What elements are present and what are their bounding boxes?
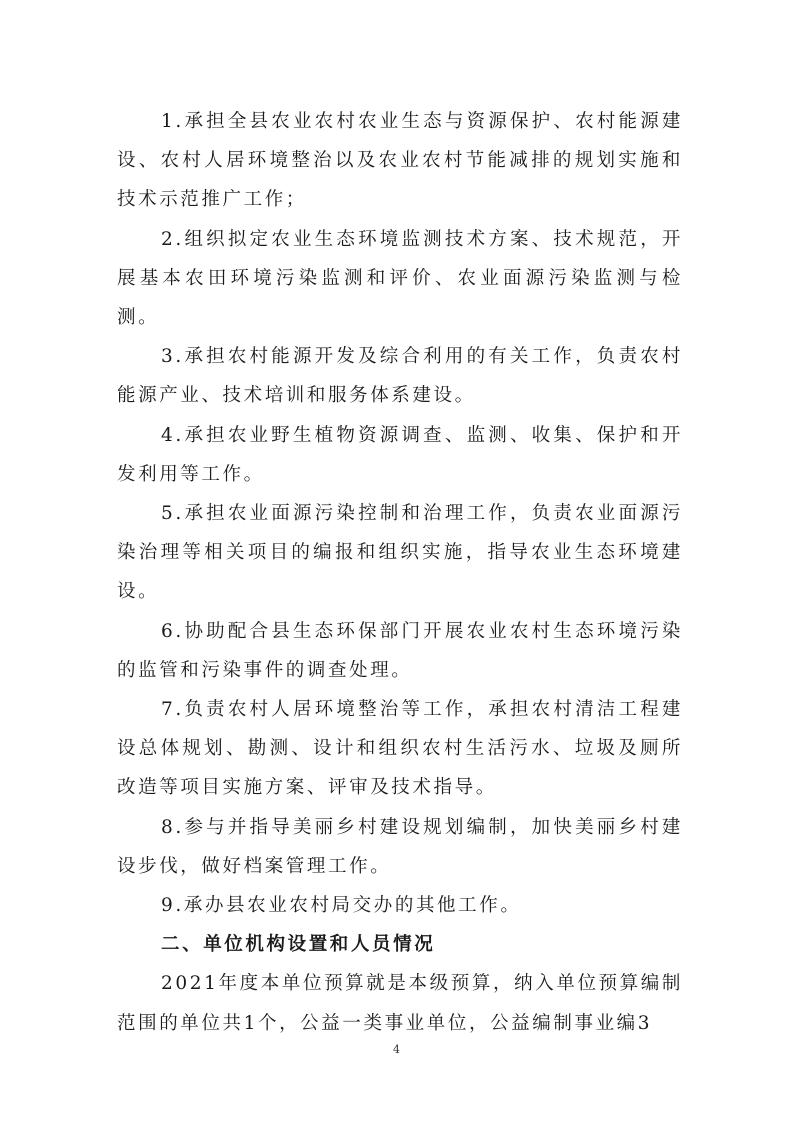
duty-item-7: 7.负责农村人居环境整治等工作，承担农村清洁工程建设总体规划、勘测、设计和组织农村生活污水、垃圾及厕所改造等项目实施方案、评审及技术指导。 xyxy=(117,699,683,799)
duty-item-9: 9.承办县农业农村局交办的其他工作。 xyxy=(161,895,522,917)
duty-item-1: 1.承担全县农业农村农业生态与资源保护、农村能源建设、农村人居环境整治以及农业农村节能减排的规划实施和技术示范推广工作； xyxy=(117,111,683,211)
duty-item-6: 6.协助配合县生态环保部门开展农业农村生态环境污染的监管和污染事件的调查处理。 xyxy=(117,620,683,681)
section-heading: 二、单位机构设置和人员情况 xyxy=(161,934,436,956)
document-body xyxy=(117,102,683,1043)
page-number: 4 xyxy=(393,1043,400,1056)
section-paragraph: 2021年度本单位预算就是本级预算，纳入单位预算编制范围的单位共1个，公益一类事业单位，公益编制事业编3 xyxy=(117,973,683,1034)
duty-item-5: 5.承担农业面源污染控制和治理工作，负责农业面源污染治理等相关项目的编报和组织实施，指导农业生态环境建设。 xyxy=(117,503,683,603)
duty-item-3: 3.承担农村能源开发及综合利用的有关工作，负责农村能源产业、技术培训和服务体系建设。 xyxy=(117,346,683,407)
duty-item-8: 8.参与并指导美丽乡村建设规划编制，加快美丽乡村建设步伐，做好档案管理工作。 xyxy=(117,816,683,877)
duty-item-2: 2.组织拟定农业生态环境监测技术方案、技术规范，开展基本农田环境污染监测和评价、农业面源污染监测与检测。 xyxy=(117,228,683,329)
duty-item-4: 4.承担农业野生植物资源调查、监测、收集、保护和开发利用等工作。 xyxy=(117,424,683,485)
